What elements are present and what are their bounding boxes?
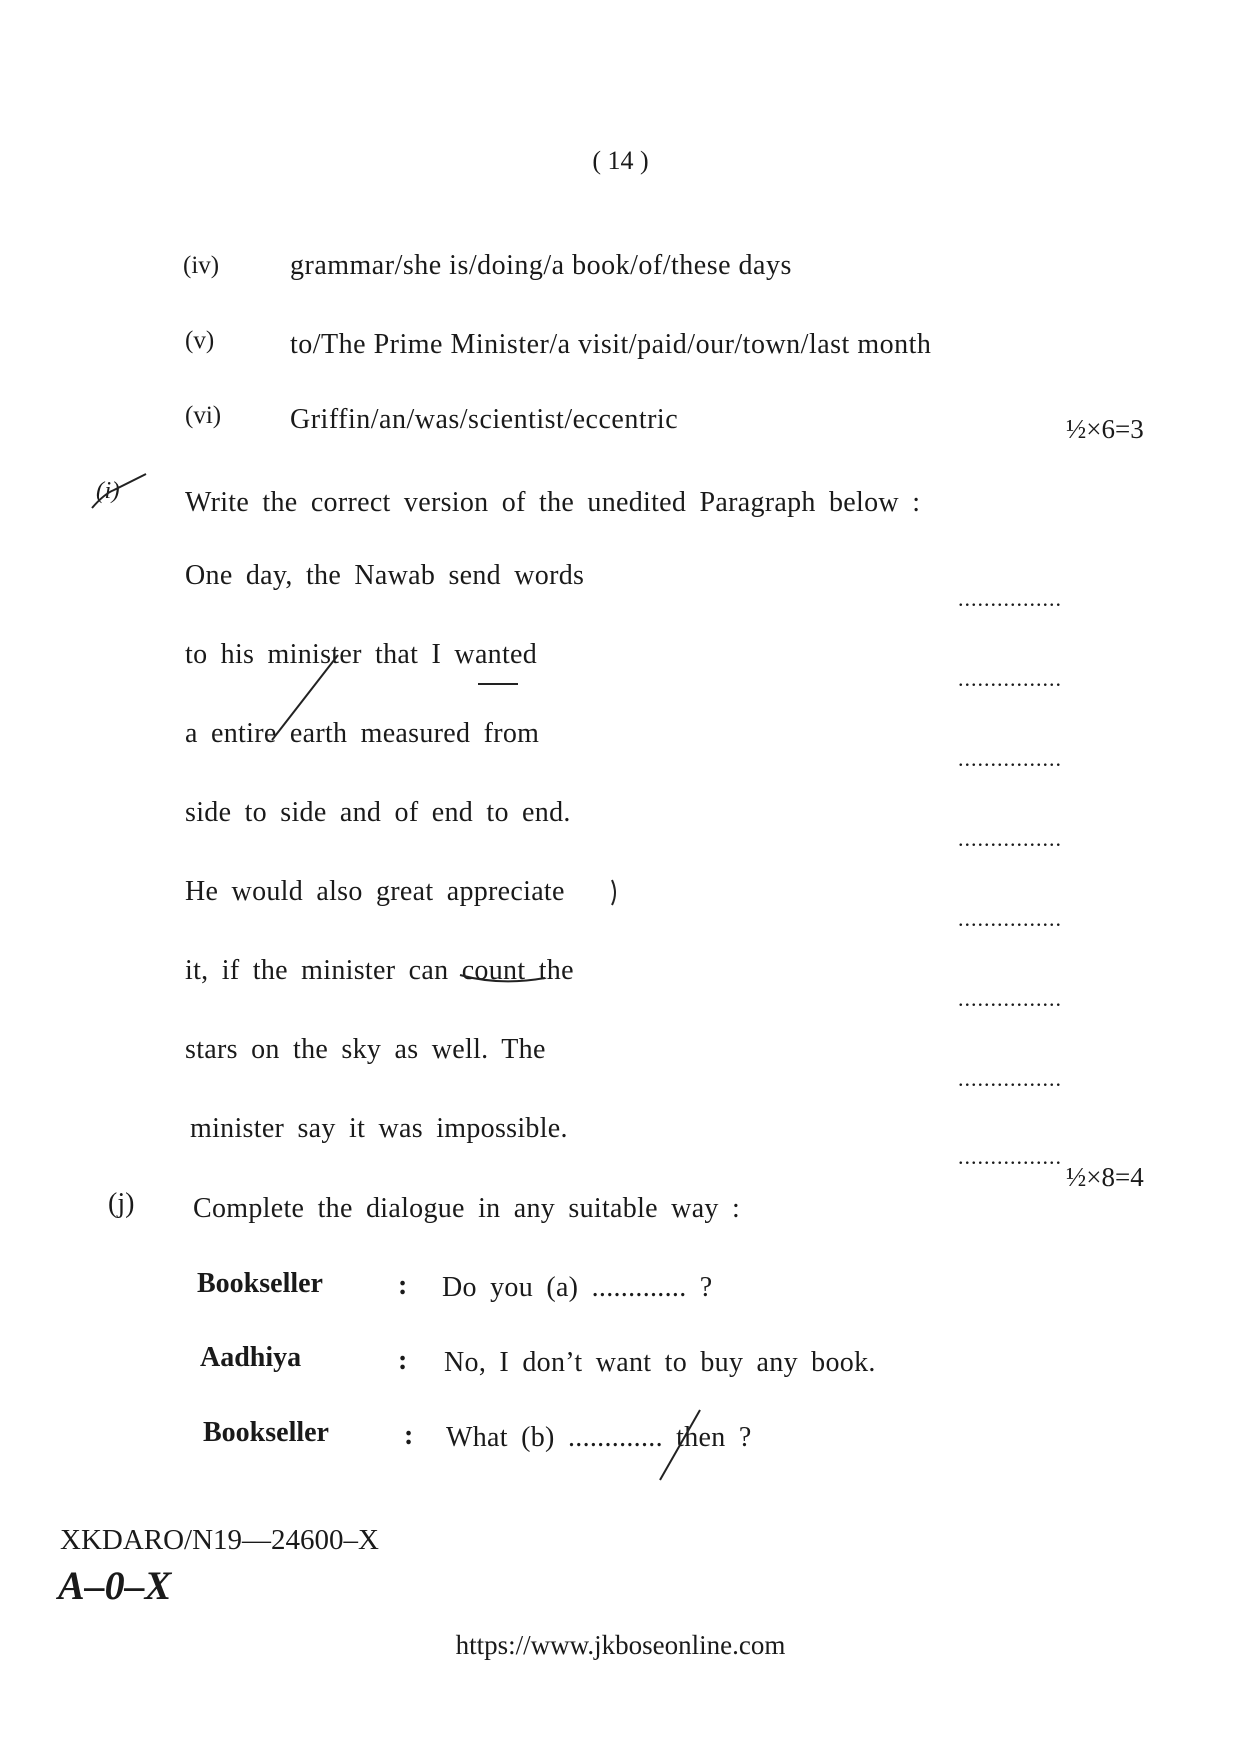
paragraph-line: stars on the sky as well. The xyxy=(185,1034,546,1065)
answer-blank: ................ xyxy=(958,986,1062,1011)
strike-stroke xyxy=(272,655,338,740)
paragraph-line: He would also great appreciate xyxy=(185,876,565,907)
insert-mark xyxy=(612,880,615,905)
dialogue-speaker: Bookseller xyxy=(197,1268,323,1299)
answer-blank: ................ xyxy=(958,826,1062,851)
dialogue-line: No, I don’t want to buy any book. xyxy=(444,1347,876,1378)
strike-stroke xyxy=(660,1410,700,1480)
section-number-handwritten: (i) xyxy=(96,478,121,504)
dialogue-line: What (b) ............. then ? xyxy=(446,1422,752,1453)
item-number: (v) xyxy=(185,327,215,354)
paper-code: XKDARO/N19—24600–X xyxy=(60,1524,379,1556)
tick-mark xyxy=(92,474,146,508)
dialogue-speaker: Bookseller xyxy=(203,1417,329,1448)
paragraph-line: One day, the Nawab send words xyxy=(185,560,585,591)
answer-blank: ................ xyxy=(958,746,1062,771)
section-instruction: Write the correct version of the unedited Paragraph below : xyxy=(185,487,921,518)
section-number: (j) xyxy=(108,1188,135,1219)
answer-blank: ................ xyxy=(958,666,1062,691)
dialogue-colon: : xyxy=(404,1420,414,1451)
marks-allocation: ½×6=3 xyxy=(1066,414,1144,444)
item-number: (vi) xyxy=(185,402,222,429)
paragraph-line: to his minister that I wanted xyxy=(185,639,538,670)
dialogue-colon: : xyxy=(398,1345,408,1376)
item-number: (iv) xyxy=(183,252,220,279)
paper-set: A–0–X xyxy=(58,1563,172,1608)
dialogue-line: Do you (a) ............. ? xyxy=(442,1272,713,1303)
underline-stroke xyxy=(460,975,545,981)
paragraph-line: side to side and of end to end. xyxy=(185,797,571,828)
paragraph-line: it, if the minister can count the xyxy=(185,955,574,986)
item-text: grammar/she is/doing/a book/of/these days xyxy=(290,250,792,281)
marks-allocation: ½×8=4 xyxy=(1066,1162,1144,1192)
paragraph-line: minister say it was impossible. xyxy=(190,1113,568,1144)
answer-blank: ................ xyxy=(958,1066,1062,1091)
answer-blank: ................ xyxy=(958,1144,1062,1169)
section-instruction: Complete the dialogue in any suitable way : xyxy=(193,1193,741,1224)
paragraph-line: a entire earth measured from xyxy=(185,718,540,749)
dialogue-colon: : xyxy=(398,1270,408,1301)
dialogue-speaker: Aadhiya xyxy=(200,1342,302,1373)
source-url: https://www.jkboseonline.com xyxy=(455,1630,786,1660)
page-number: ( 14 ) xyxy=(592,146,649,175)
item-text: to/The Prime Minister/a visit/paid/our/town/last month xyxy=(290,329,932,360)
answer-blank: ................ xyxy=(958,906,1062,931)
answer-blank: ................ xyxy=(958,586,1062,611)
item-text: Griffin/an/was/scientist/eccentric xyxy=(290,404,679,435)
